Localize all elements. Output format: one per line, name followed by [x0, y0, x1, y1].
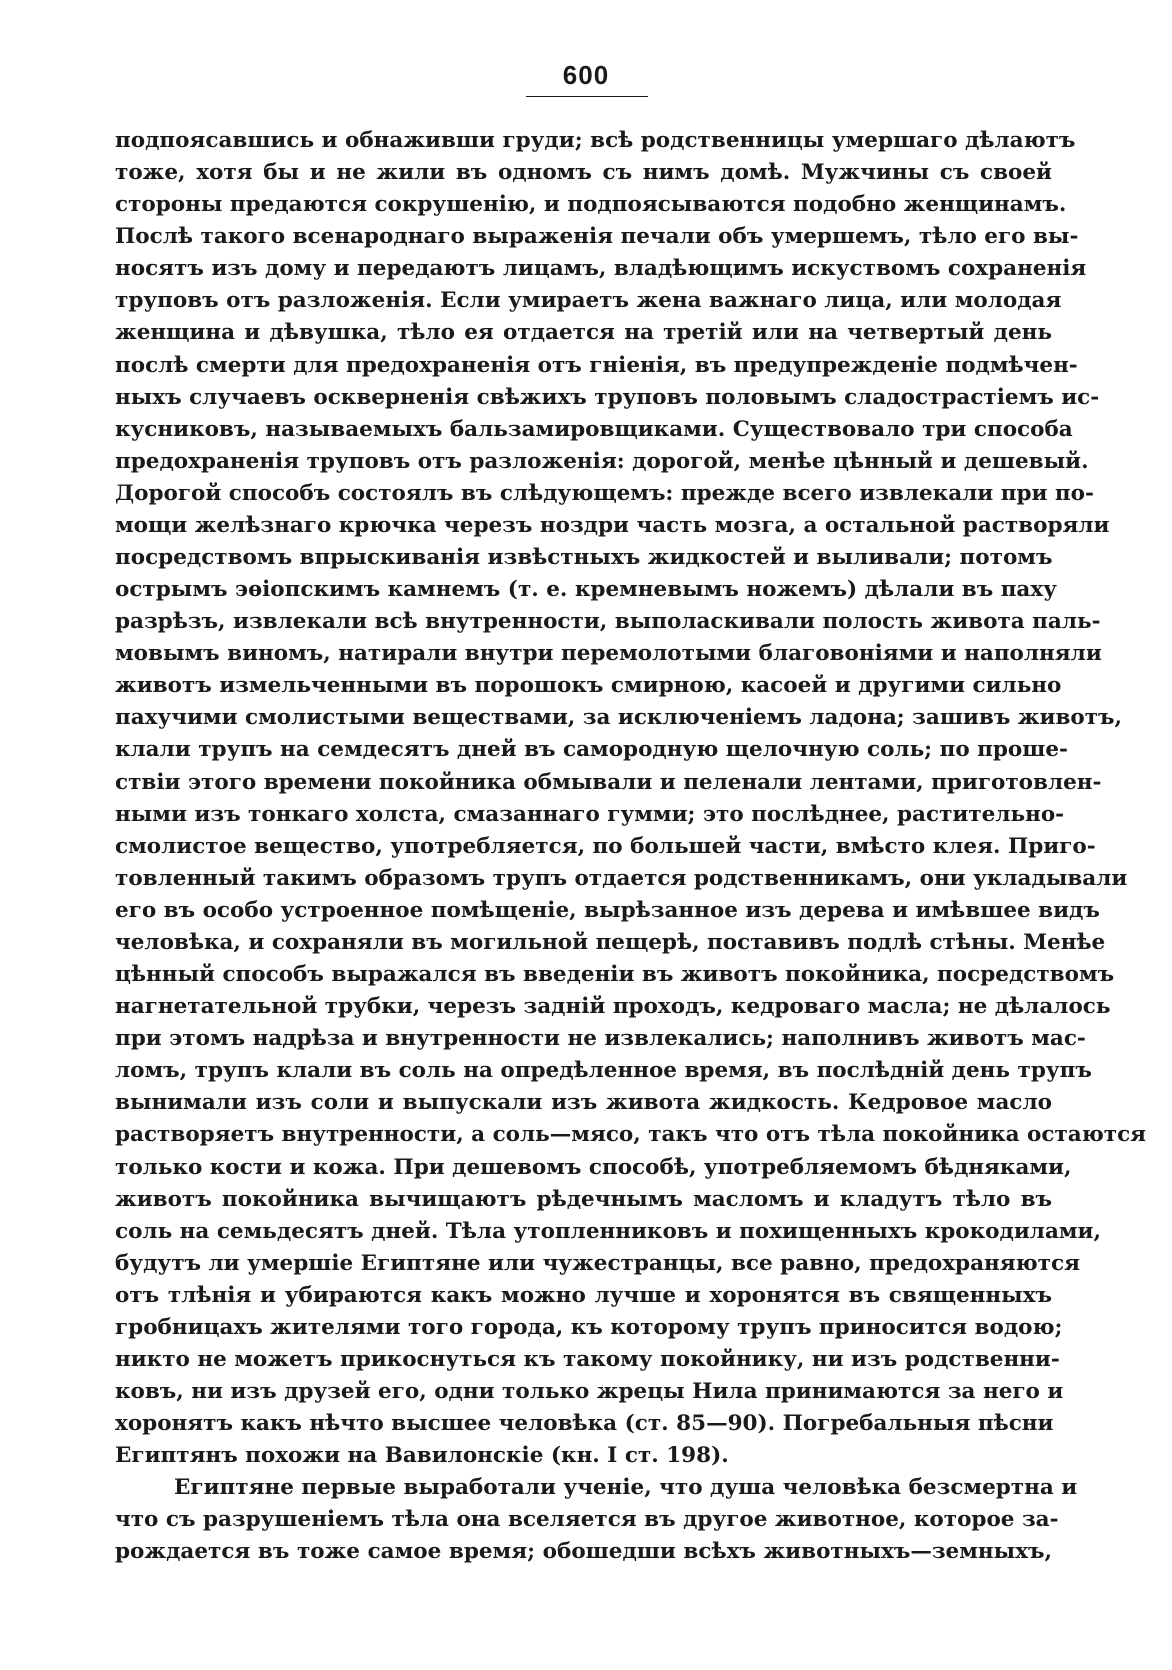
text-line: тоже, хотя бы и не жили въ одномъ съ нимъ домѣ. Мужчины съ своей — [115, 160, 1052, 186]
page-number: 600 — [562, 60, 610, 90]
text-line: соль на семьдесятъ дней. Тѣла утопленниковъ и похищенныхъ крокодилами, — [115, 1218, 1101, 1244]
text-line: ломъ, трупъ клали въ соль на опредѣленное время, въ послѣдній день трупъ — [115, 1058, 1092, 1084]
text-line: ствіи этого времени покойника обмывали и пеленали лентами, приготовлен- — [115, 769, 1102, 795]
text-line: смолистое вещество, употребляется, по большей части, вмѣсто клея. Приго- — [115, 833, 1096, 859]
text-line: ковъ, ни изъ друзей его, одни только жрецы Нила принимаются за него и — [115, 1379, 1064, 1405]
text-line: никто не можетъ прикоснуться къ такому покойнику, ни изъ родственни- — [115, 1346, 1060, 1372]
text-line: мовымъ виномъ, натирали внутри перемолотыми благовоніями и наполняли — [115, 641, 1102, 667]
text-line: животъ измельченными въ порошокъ смирною, касоей и другими сильно — [115, 673, 1062, 699]
text-line: растворяетъ внутренности, а соль—мясо, такъ что отъ тѣла покойника остаются — [115, 1122, 1147, 1148]
text-line: цѣнный способъ выражался въ введеніи въ животъ покойника, посредствомъ — [115, 962, 1115, 988]
text-line: предохраненія труповъ отъ разложенія: дорогой, менѣе цѣнный и дешевый. — [115, 448, 1089, 474]
text-line: отъ тлѣнія и убираются какъ можно лучше и хоронятся въ священныхъ — [115, 1282, 1052, 1308]
text-line: нагнетательной трубки, черезъ задній проходъ, кедроваго масла; не дѣлалось — [115, 994, 1111, 1020]
text-line: Египтяне первые выработали ученіе, что душа человѣка безсмертна и — [174, 1475, 1078, 1501]
header-rule — [526, 96, 648, 97]
text-line: подпоясавшись и обнаживши груди; всѣ родственницы умершаго дѣлаютъ — [115, 128, 1076, 153]
text-line: послѣ смерти для предохраненія отъ гніенія, въ предупрежденіе подмѣчен- — [115, 352, 1078, 378]
text-line: при этомъ надрѣза и внутренности не извлекались; наполнивъ животъ мас- — [115, 1026, 1086, 1052]
text-line: разрѣзъ, извлекали всѣ внутренности, выполаскивали полость живота паль- — [115, 609, 1101, 635]
text-line: его въ особо устроенное помѣщеніе, вырѣзанное изъ дерева и имѣвшее видъ — [115, 897, 1100, 923]
text-line: будутъ ли умершіе Египтяне или чужестранцы, все равно, предохраняются — [115, 1250, 1080, 1276]
text-line: что съ разрушеніемъ тѣла она вселяется въ другое животное, которое за- — [115, 1507, 1059, 1533]
text-line: товленный такимъ образомъ трупъ отдается родственникамъ, они укладывали — [115, 865, 1128, 891]
text-line: ными изъ тонкаго холста, смазаннаго гумми; это послѣднее, растительно- — [115, 801, 1065, 827]
text-line: только кости и кожа. При дешевомъ способѣ, употребляемомъ бѣдняками, — [115, 1154, 1072, 1180]
text-line: рождается въ тоже самое время; обошедши всѣхъ животныхъ—земныхъ, — [115, 1539, 1052, 1565]
text-line: острымъ эѳіопскимъ камнемъ (т. е. кремневымъ ножемъ) дѣлали въ паху — [115, 577, 1057, 603]
text-line: стороны предаются сокрушенію, и подпоясываются подобно женщинамъ. — [115, 192, 1067, 218]
paragraph-2 — [115, 1472, 1078, 1568]
text-line: животъ покойника вычищаютъ рѣдечнымъ масломъ и кладутъ тѣло въ — [115, 1186, 1052, 1212]
text-line: человѣка, и сохраняли въ могильной пещерѣ, поставивъ подлѣ стѣны. Менѣе — [115, 929, 1106, 955]
text-line: Египтянъ похожи на Вавилонскіе (кн. I ст. 198). — [115, 1443, 729, 1469]
text-line: пахучими смолистыми веществами, за исключеніемъ ладона; зашивъ животъ, — [115, 705, 1123, 731]
paragraph-1 — [115, 125, 1147, 1472]
text-line: Дорогой способъ состоялъ въ слѣдующемъ: прежде всего извлекали при по- — [115, 480, 1094, 506]
body-text — [115, 125, 1147, 1569]
text-line: мощи желѣзнаго крючка черезъ ноздри часть мозга, а остальной растворяли — [115, 512, 1110, 538]
text-line: кусниковъ, называемыхъ бальзамировщиками. Существовало три способа — [115, 416, 1073, 442]
text-line: гробницахъ жителями того города, къ которому трупъ приносится водою; — [115, 1314, 1063, 1340]
text-line: клали трупъ на семдесятъ дней въ самородную щелочную соль; по проше- — [115, 737, 1068, 763]
text-line: ныхъ случаевъ оскверненія свѣжихъ труповъ половымъ сладострастіемъ ис- — [115, 384, 1100, 410]
text-line: хоронятъ какъ нѣчто высшее человѣка (ст. 85—90). Погребальныя пѣсни — [115, 1411, 1054, 1437]
text-line: посредствомъ впрыскиванія извѣстныхъ жидкостей и выливали; потомъ — [115, 545, 1053, 571]
text-line: женщина и дѣвушка, тѣло ея отдается на третій или на четвертый день — [115, 320, 1052, 346]
text-line: носятъ изъ дому и передаютъ лицамъ, владѣющимъ искуствомъ сохраненія — [115, 256, 1087, 282]
text-line: труповъ отъ разложенія. Если умираетъ жена важнаго лица, или молодая — [115, 288, 1062, 314]
text-line: вынимали изъ соли и выпускали изъ живота жидкость. Кедровое масло — [115, 1090, 1052, 1116]
text-line: Послѣ такого всенароднаго выраженія печали объ умершемъ, тѣло его вы- — [115, 224, 1079, 250]
